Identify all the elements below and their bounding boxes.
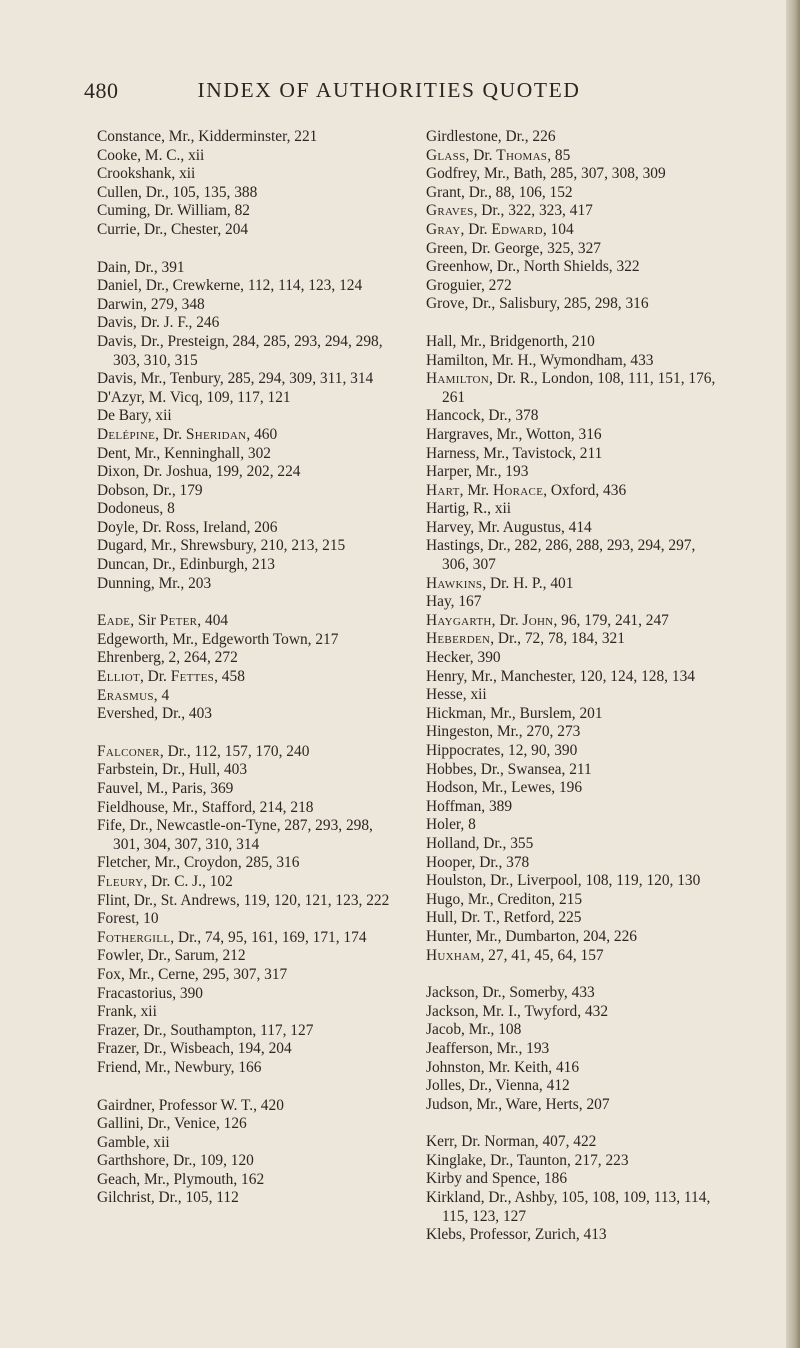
index-entry bbox=[426, 1059, 726, 1078]
index-entry-text: Glass bbox=[426, 146, 466, 164]
index-entry-text: Hull, Dr. T., Retford, 225 bbox=[426, 909, 582, 927]
index-entry-text: Gray bbox=[426, 220, 461, 238]
index-columns bbox=[97, 128, 716, 1328]
index-entry-text: Thomas bbox=[496, 146, 548, 164]
index-entry-text: Peter bbox=[159, 612, 198, 630]
index-entry-text: Greenhow, Dr., North Shields, 322 bbox=[426, 258, 640, 276]
index-entry-text: Hickman, Mr., Burslem, 201 bbox=[426, 704, 603, 722]
index-entry-text: , 4 bbox=[153, 686, 170, 704]
index-column-left bbox=[97, 128, 397, 1227]
index-entry-text: Flint, Dr., St. Andrews, 119, 120, 121, 123, 222 bbox=[97, 891, 390, 909]
index-entry-text: Kerr, Dr. Norman, 407, 422 bbox=[426, 1133, 597, 1151]
index-entry-text: , Dr., 72, 78, 184, 321 bbox=[490, 630, 625, 648]
index-entry-text: Grove, Dr., Salisbury, 285, 298, 316 bbox=[426, 295, 649, 313]
index-entry-text: Dent, Mr., Kenninghall, 302 bbox=[97, 444, 271, 462]
index-entry bbox=[426, 1003, 726, 1022]
index-entry bbox=[97, 1097, 397, 1116]
index-entry bbox=[426, 705, 726, 724]
index-entry-text: , 96, 179, 241, 247 bbox=[553, 611, 669, 629]
page-header bbox=[84, 78, 694, 110]
index-entry-text: Kinglake, Dr., Taunton, 217, 223 bbox=[426, 1151, 629, 1169]
index-entry bbox=[426, 1133, 726, 1152]
index-letter-group bbox=[97, 743, 397, 1078]
page-title: INDEX OF AUTHORITIES QUOTED bbox=[197, 78, 581, 102]
index-entry-text: Cuming, Dr. William, 82 bbox=[97, 202, 251, 220]
index-entry bbox=[426, 426, 726, 445]
index-entry bbox=[426, 1021, 726, 1040]
index-letter-group bbox=[426, 333, 726, 965]
index-entry bbox=[97, 407, 397, 426]
index-entry-text: Fothergill bbox=[97, 928, 171, 946]
index-entry bbox=[426, 928, 726, 947]
index-entry bbox=[97, 743, 397, 762]
index-entry-text: Dobson, Dr., 179 bbox=[97, 481, 203, 499]
index-entry bbox=[97, 314, 397, 333]
index-entry-text: Hugo, Mr., Crediton, 215 bbox=[426, 890, 583, 908]
index-letter-group bbox=[97, 1097, 397, 1209]
index-entry bbox=[426, 854, 726, 873]
index-entry-text: , Dr., 322, 323, 417 bbox=[473, 202, 593, 220]
index-entry bbox=[97, 389, 397, 408]
index-entry bbox=[426, 947, 726, 966]
index-entry bbox=[97, 705, 397, 724]
index-entry-text: Jacob, Mr., 108 bbox=[426, 1021, 522, 1039]
index-entry bbox=[97, 370, 397, 389]
index-entry-text: Hunter, Mr., Dumbarton, 204, 226 bbox=[426, 927, 637, 945]
index-entry-text: Grant, Dr., 88, 106, 152 bbox=[426, 183, 573, 201]
index-entry-text: Davis, Dr., Presteign, 284, 285, 293, 294, 298, 303, 310, 315 bbox=[97, 332, 383, 369]
index-entry bbox=[97, 128, 397, 147]
index-entry bbox=[426, 463, 726, 482]
index-entry bbox=[97, 1171, 397, 1190]
index-entry bbox=[97, 445, 397, 464]
index-entry bbox=[97, 761, 397, 780]
index-entry-text: Fox, Mr., Cerne, 295, 307, 317 bbox=[97, 965, 288, 983]
index-entry-text: , Dr., 74, 95, 161, 169, 171, 174 bbox=[170, 928, 367, 946]
index-entry-text: Dain, Dr., 391 bbox=[97, 258, 185, 276]
index-entry-text: Fettes bbox=[170, 668, 215, 686]
index-entry-text: Dugard, Mr., Shrewsbury, 210, 213, 215 bbox=[97, 537, 346, 555]
index-entry-text: , Dr. bbox=[460, 220, 492, 238]
index-entry-text: Erasmus bbox=[97, 686, 154, 704]
index-entry-text: Hecker, 390 bbox=[426, 649, 501, 667]
index-entry-text: Hart bbox=[426, 481, 460, 499]
index-entry-text: Hall, Mr., Bridgenorth, 210 bbox=[426, 332, 595, 350]
index-entry-text: Hoffman, 389 bbox=[426, 797, 513, 815]
index-entry-text: Eade bbox=[97, 612, 131, 630]
index-entry bbox=[426, 816, 726, 835]
index-entry bbox=[426, 1096, 726, 1115]
index-entry bbox=[97, 519, 397, 538]
index-entry-text: D'Azyr, M. Vicq, 109, 117, 121 bbox=[97, 388, 291, 406]
index-entry-text: Gairdner, Professor W. T., 420 bbox=[97, 1096, 284, 1114]
index-entry-text: Klebs, Professor, Zurich, 413 bbox=[426, 1226, 607, 1244]
index-entry bbox=[97, 1134, 397, 1153]
index-entry-text: Edgeworth, Mr., Edgeworth Town, 217 bbox=[97, 630, 339, 648]
index-entry-text: Harper, Mr., 193 bbox=[426, 463, 529, 481]
index-entry-text: Gallini, Dr., Venice, 126 bbox=[97, 1115, 247, 1133]
index-entry bbox=[426, 407, 726, 426]
index-entry-text: Johnston, Mr. Keith, 416 bbox=[426, 1058, 580, 1076]
index-entry bbox=[426, 370, 726, 407]
index-entry-text: , Dr. bbox=[465, 146, 497, 164]
index-letter-group bbox=[426, 128, 726, 314]
index-entry-text: Currie, Dr., Chester, 204 bbox=[97, 220, 249, 238]
index-entry-text: Davis, Dr. J. F., 246 bbox=[97, 314, 220, 332]
index-entry bbox=[97, 799, 397, 818]
index-letter-group bbox=[426, 984, 726, 1114]
index-entry bbox=[426, 352, 726, 371]
index-entry-text: Delépine bbox=[97, 425, 156, 443]
index-entry-text: Dodoneus, 8 bbox=[97, 500, 175, 518]
index-entry bbox=[426, 519, 726, 538]
index-entry-text: Elliot bbox=[97, 668, 140, 686]
index-entry-text: Hay, 167 bbox=[426, 593, 482, 611]
index-entry bbox=[426, 761, 726, 780]
index-entry bbox=[97, 1115, 397, 1134]
index-entry-text: Hodson, Mr., Lewes, 196 bbox=[426, 779, 583, 797]
index-entry bbox=[97, 892, 397, 911]
index-entry-text: , 27, 41, 45, 64, 157 bbox=[480, 946, 604, 964]
index-entry-text: , Dr. bbox=[491, 611, 523, 629]
index-entry-text: Hamilton, Mr. H., Wymondham, 433 bbox=[426, 351, 654, 369]
index-entry bbox=[426, 482, 726, 501]
index-entry bbox=[426, 891, 726, 910]
index-entry bbox=[97, 463, 397, 482]
index-letter-group bbox=[97, 128, 397, 240]
index-entry-text: Hobbes, Dr., Swansea, 211 bbox=[426, 760, 592, 778]
index-entry-text: Sheridan bbox=[185, 425, 247, 443]
index-entry-text: Holland, Dr., 355 bbox=[426, 834, 534, 852]
index-entry bbox=[426, 240, 726, 259]
index-entry bbox=[97, 296, 397, 315]
index-entry-text: , 104 bbox=[542, 220, 574, 238]
index-entry-text: Gilchrist, Dr., 105, 112 bbox=[97, 1189, 239, 1207]
index-entry-text: Frazer, Dr., Southampton, 117, 127 bbox=[97, 1021, 314, 1039]
index-entry bbox=[426, 500, 726, 519]
index-entry bbox=[97, 1059, 397, 1078]
index-entry bbox=[426, 779, 726, 798]
index-entry bbox=[97, 575, 397, 594]
index-entry-text: Godfrey, Mr., Bath, 285, 307, 308, 309 bbox=[426, 165, 666, 183]
index-entry-text: , 458 bbox=[214, 668, 245, 686]
index-entry bbox=[426, 202, 726, 221]
index-entry-text: Hancock, Dr., 378 bbox=[426, 407, 539, 425]
index-entry-text: Hooper, Dr., 378 bbox=[426, 853, 530, 871]
index-entry bbox=[97, 947, 397, 966]
index-entry bbox=[97, 556, 397, 575]
index-entry-text: , Dr. C. J., 102 bbox=[143, 872, 233, 890]
index-entry-text: Constance, Mr., Kidderminster, 221 bbox=[97, 128, 318, 145]
index-column-right bbox=[426, 128, 726, 1264]
index-entry bbox=[97, 1022, 397, 1041]
index-entry-text: Fife, Dr., Newcastle-on-Tyne, 287, 293, 298, 301, 304, 307, 310, 314 bbox=[97, 817, 373, 853]
index-entry-text: , Mr. bbox=[459, 481, 494, 499]
index-entry bbox=[426, 984, 726, 1003]
index-entry-text: Cullen, Dr., 105, 135, 388 bbox=[97, 183, 258, 201]
index-entry bbox=[97, 277, 397, 296]
index-entry bbox=[426, 184, 726, 203]
index-entry-text: Falconer bbox=[97, 742, 160, 760]
index-entry bbox=[426, 742, 726, 761]
index-entry-text: Jackson, Mr. I., Twyford, 432 bbox=[426, 1002, 609, 1020]
index-entry bbox=[426, 872, 726, 891]
index-entry bbox=[97, 612, 397, 631]
index-entry bbox=[426, 630, 726, 649]
index-entry bbox=[426, 909, 726, 928]
index-entry-text: John bbox=[522, 611, 554, 629]
index-entry-text: Frazer, Dr., Wisbeach, 194, 204 bbox=[97, 1040, 292, 1058]
index-entry bbox=[97, 482, 397, 501]
index-entry bbox=[426, 575, 726, 594]
index-entry bbox=[426, 1152, 726, 1171]
index-entry bbox=[426, 835, 726, 854]
index-entry-text: Hargraves, Mr., Wotton, 316 bbox=[426, 425, 602, 443]
index-entry bbox=[97, 929, 397, 948]
index-entry bbox=[426, 165, 726, 184]
index-entry bbox=[426, 333, 726, 352]
index-entry-text: Darwin, 279, 348 bbox=[97, 295, 205, 313]
index-entry-text: , Dr. bbox=[139, 668, 171, 686]
index-entry-text: Fowler, Dr., Sarum, 212 bbox=[97, 947, 246, 965]
index-entry-text: Dunning, Mr., 203 bbox=[97, 574, 212, 592]
index-entry-text: Hippocrates, 12, 90, 390 bbox=[426, 742, 578, 759]
index-entry-text: , Dr., 112, 157, 170, 240 bbox=[159, 742, 310, 760]
index-entry bbox=[426, 798, 726, 817]
index-entry bbox=[97, 500, 397, 519]
index-entry bbox=[426, 1226, 726, 1245]
index-entry bbox=[97, 259, 397, 278]
index-entry bbox=[426, 1170, 726, 1189]
index-entry bbox=[97, 202, 397, 221]
index-entry-text: Dixon, Dr. Joshua, 199, 202, 224 bbox=[97, 463, 301, 481]
index-entry-text: Huxham bbox=[426, 946, 481, 964]
index-entry-text: , 404 bbox=[197, 612, 229, 630]
index-entry bbox=[97, 966, 397, 985]
index-entry bbox=[97, 1003, 397, 1022]
index-entry bbox=[97, 985, 397, 1004]
index-letter-group bbox=[97, 259, 397, 594]
index-entry-text: Fleury bbox=[97, 872, 144, 890]
index-entry bbox=[97, 1189, 397, 1208]
index-entry-text: Fauvel, M., Paris, 369 bbox=[97, 780, 234, 797]
index-entry bbox=[97, 780, 397, 799]
index-entry-text: , Sir bbox=[130, 612, 160, 630]
index-entry bbox=[426, 221, 726, 240]
index-entry-text: Edward bbox=[491, 220, 543, 238]
index-entry-text: Kirkland, Dr., Ashby, 105, 108, 109, 113, 114, 115, 123, 127 bbox=[426, 1189, 711, 1225]
index-entry-text: Gamble, xii bbox=[97, 1133, 170, 1151]
index-entry bbox=[97, 668, 397, 687]
index-entry-text: Forest, 10 bbox=[97, 910, 159, 928]
index-entry bbox=[97, 147, 397, 166]
index-entry bbox=[426, 277, 726, 296]
index-entry bbox=[426, 668, 726, 687]
index-letter-group bbox=[97, 612, 397, 724]
index-entry bbox=[426, 128, 726, 147]
index-entry-text: , Oxford, 436 bbox=[543, 481, 627, 499]
index-entry bbox=[97, 537, 397, 556]
index-entry-text: Hamilton bbox=[426, 370, 490, 388]
index-entry bbox=[97, 165, 397, 184]
index-entry-text: , 460 bbox=[246, 425, 278, 443]
page-number: 480 bbox=[84, 78, 119, 103]
index-entry-text: Hesse, xii bbox=[426, 686, 487, 704]
index-entry bbox=[97, 854, 397, 873]
index-entry-text: Judson, Mr., Ware, Herts, 207 bbox=[426, 1095, 610, 1113]
index-entry-text: Harvey, Mr. Augustus, 414 bbox=[426, 518, 592, 536]
index-entry-text: Fieldhouse, Mr., Stafford, 214, 218 bbox=[97, 798, 314, 816]
index-entry-text: Doyle, Dr. Ross, Ireland, 206 bbox=[97, 518, 278, 536]
index-entry-text: Farbstein, Dr., Hull, 403 bbox=[97, 761, 248, 779]
index-entry bbox=[426, 295, 726, 314]
index-entry bbox=[97, 631, 397, 650]
index-entry bbox=[97, 1152, 397, 1171]
index-entry bbox=[426, 649, 726, 668]
index-entry bbox=[426, 612, 726, 631]
index-entry bbox=[426, 537, 726, 574]
index-entry bbox=[426, 1077, 726, 1096]
index-letter-group bbox=[426, 1133, 726, 1245]
index-entry-text: Holer, 8 bbox=[426, 816, 476, 834]
index-entry-text: Fracastorius, 390 bbox=[97, 984, 204, 1002]
index-entry-text: Graves bbox=[426, 202, 474, 220]
index-entry bbox=[426, 686, 726, 705]
index-entry bbox=[97, 910, 397, 929]
index-entry bbox=[97, 873, 397, 892]
index-entry-text: Hartig, R., xii bbox=[426, 500, 512, 518]
index-entry-text: Duncan, Dr., Edinburgh, 213 bbox=[97, 556, 275, 574]
index-entry-text: Jeafferson, Mr., 193 bbox=[426, 1039, 550, 1057]
index-entry bbox=[97, 333, 397, 370]
index-entry-text: Cooke, M. C., xii bbox=[97, 146, 205, 164]
index-entry-text: Friend, Mr., Newbury, 166 bbox=[97, 1058, 262, 1076]
index-entry-text: Kirby and Spence, 186 bbox=[426, 1170, 568, 1188]
index-entry-text: Hastings, Dr., 282, 286, 288, 293, 294, 297, 306, 307 bbox=[426, 537, 696, 574]
index-entry-text: Evershed, Dr., 403 bbox=[97, 705, 212, 723]
index-entry bbox=[97, 184, 397, 203]
index-entry-text: Geach, Mr., Plymouth, 162 bbox=[97, 1170, 265, 1188]
index-entry-text: Hingeston, Mr., 270, 273 bbox=[426, 723, 581, 741]
index-entry-text: Garthshore, Dr., 109, 120 bbox=[97, 1152, 254, 1170]
index-entry bbox=[426, 593, 726, 612]
index-entry-text: Fletcher, Mr., Croydon, 285, 316 bbox=[97, 854, 300, 872]
index-entry-text: Crookshank, xii bbox=[97, 165, 196, 183]
index-entry bbox=[97, 1040, 397, 1059]
index-entry bbox=[97, 817, 397, 854]
index-entry bbox=[426, 1189, 726, 1226]
index-entry-text: Green, Dr. George, 325, 327 bbox=[426, 239, 601, 257]
index-entry-text: Horace bbox=[493, 481, 544, 499]
index-entry-text: , Dr. R., London, 108, 111, 151, 176, 261 bbox=[442, 370, 716, 406]
index-entry-text: Hawkins bbox=[426, 574, 483, 592]
index-entry-text: Heberden bbox=[426, 630, 491, 648]
index-entry-text: Ehrenberg, 2, 264, 272 bbox=[97, 649, 238, 667]
index-entry-text: Harness, Mr., Tavistock, 211 bbox=[426, 444, 603, 462]
index-entry-text: Jolles, Dr., Vienna, 412 bbox=[426, 1077, 570, 1095]
index-entry-text: Daniel, Dr., Crewkerne, 112, 114, 123, 124 bbox=[97, 277, 363, 295]
index-entry bbox=[426, 258, 726, 277]
index-entry bbox=[426, 1040, 726, 1059]
index-entry-text: Houlston, Dr., Liverpool, 108, 119, 120, 130 bbox=[426, 872, 701, 890]
index-entry-text: Girdlestone, Dr., 226 bbox=[426, 128, 556, 145]
index-entry bbox=[97, 221, 397, 240]
index-entry-text: Henry, Mr., Manchester, 120, 124, 128, 134 bbox=[426, 667, 695, 685]
index-entry-text: Frank, xii bbox=[97, 1003, 157, 1021]
index-entry bbox=[97, 687, 397, 706]
index-entry-text: , Dr. H. P., 401 bbox=[482, 574, 574, 592]
index-entry bbox=[426, 147, 726, 166]
index-entry-text: , Dr. bbox=[155, 425, 186, 443]
index-entry bbox=[97, 426, 397, 445]
page-edge-shadow bbox=[786, 0, 800, 1348]
index-entry-text: Davis, Mr., Tenbury, 285, 294, 309, 311, 314 bbox=[97, 370, 374, 388]
index-entry-text: Groguier, 272 bbox=[426, 276, 512, 294]
index-entry bbox=[97, 649, 397, 668]
index-entry-text: Haygarth bbox=[426, 611, 492, 629]
index-entry bbox=[426, 445, 726, 464]
index-entry-text: De Bary, xii bbox=[97, 407, 172, 425]
index-entry-text: , 85 bbox=[547, 146, 571, 164]
index-entry-text: Jackson, Dr., Somerby, 433 bbox=[426, 984, 595, 1002]
index-entry bbox=[426, 723, 726, 742]
